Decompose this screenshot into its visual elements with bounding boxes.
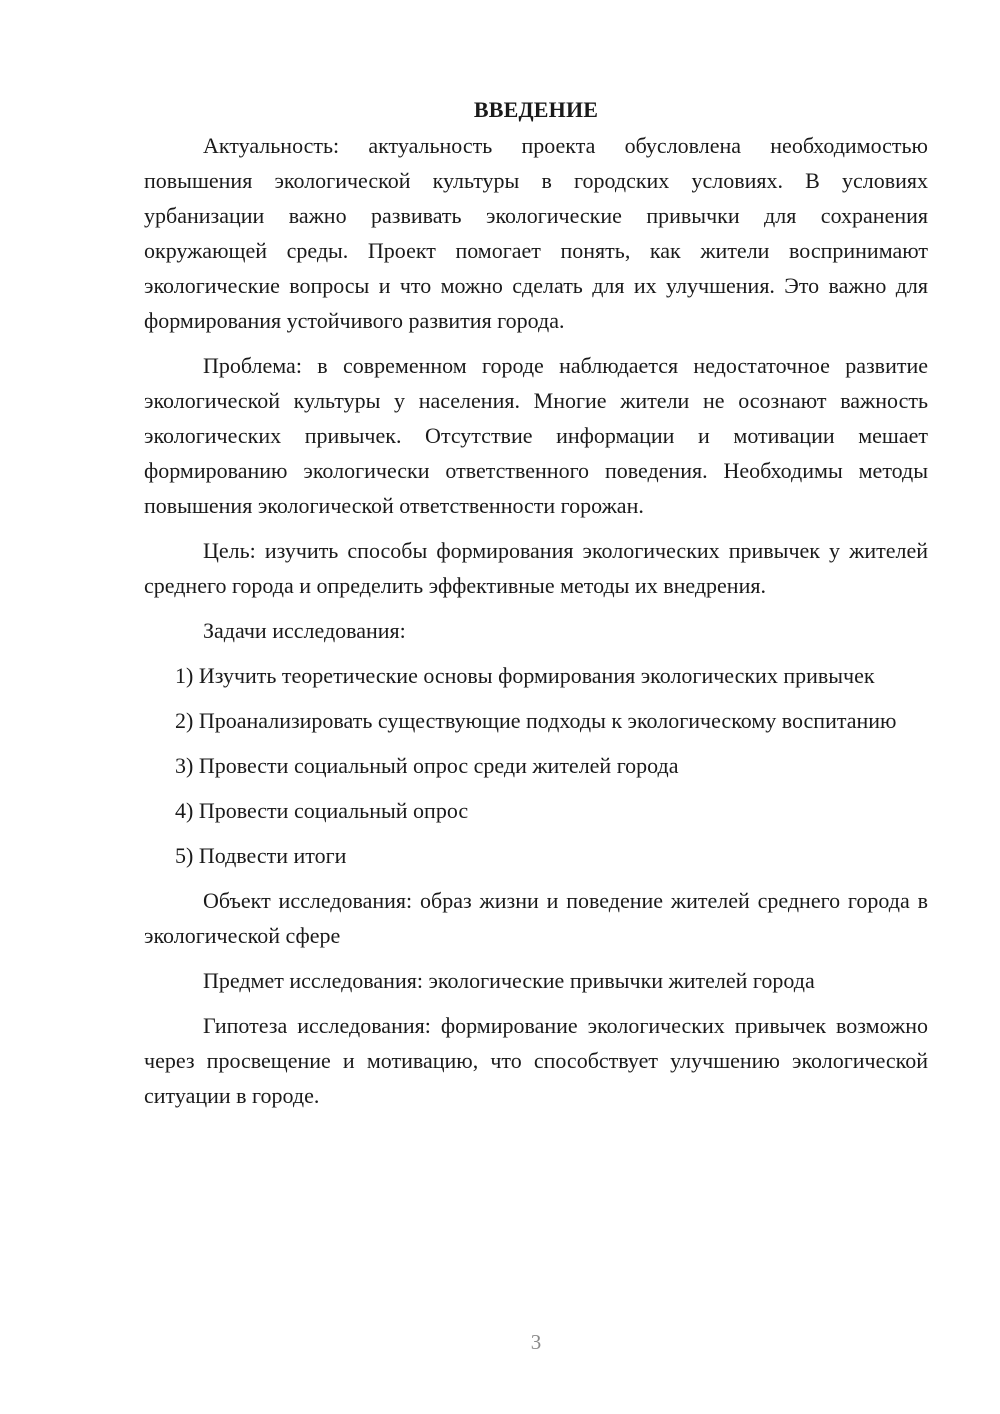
task-item-2: 2) Проанализировать существующие подходы к экологическому воспитанию [175,708,897,733]
task-item-5: 5) Подвести итоги [175,843,347,868]
document-page [144,92,928,1123]
problem-paragraph: Проблема: в современном городе наблюдается недостаточное развитие экологической культуры у населения. Многие жители не осознают важность экологических привычек. Отсутствие информации и мотивации мешает формированию экологически ответственного поведения. Необходимы методы повышения экологической ответственности горожан. [144,353,928,518]
page-title: ВВЕДЕНИЕ [473,97,599,122]
task-item-4: 4) Провести социальный опрос [175,798,469,823]
relevance-paragraph: Актуальность: актуальность проекта обусловлена необходимостью повышения экологической культуры в городских условиях. В условиях урбанизации важно развивать экологические привычки для сохранения окружающей среды. Проект помогает понять, как жители воспринимают экологические вопросы и что можно сделать для их улучшения. Это важно для формирования устойчивого развития города. [144,133,928,333]
tasks-heading: Задачи исследования: [203,618,406,643]
object-paragraph: Объект исследования: образ жизни и поведение жителей среднего города в экологической сфере [144,888,928,948]
task-item-1: 1) Изучить теоретические основы формирования экологических привычек [175,663,875,688]
subject-paragraph: Предмет исследования: экологические привычки жителей города [203,968,815,993]
page-number: 3 [530,1330,542,1354]
task-item-3: 3) Провести социальный опрос среди жителей города [175,753,679,778]
tasks-list [144,658,928,873]
hypothesis-paragraph: Гипотеза исследования: формирование экологических привычек возможно через просвещение и мотивацию, что способствует улучшению экологической ситуации в городе. [144,1013,928,1108]
goal-paragraph: Цель: изучить способы формирования экологических привычек у жителей среднего города и определить эффективные методы их внедрения. [144,538,928,598]
